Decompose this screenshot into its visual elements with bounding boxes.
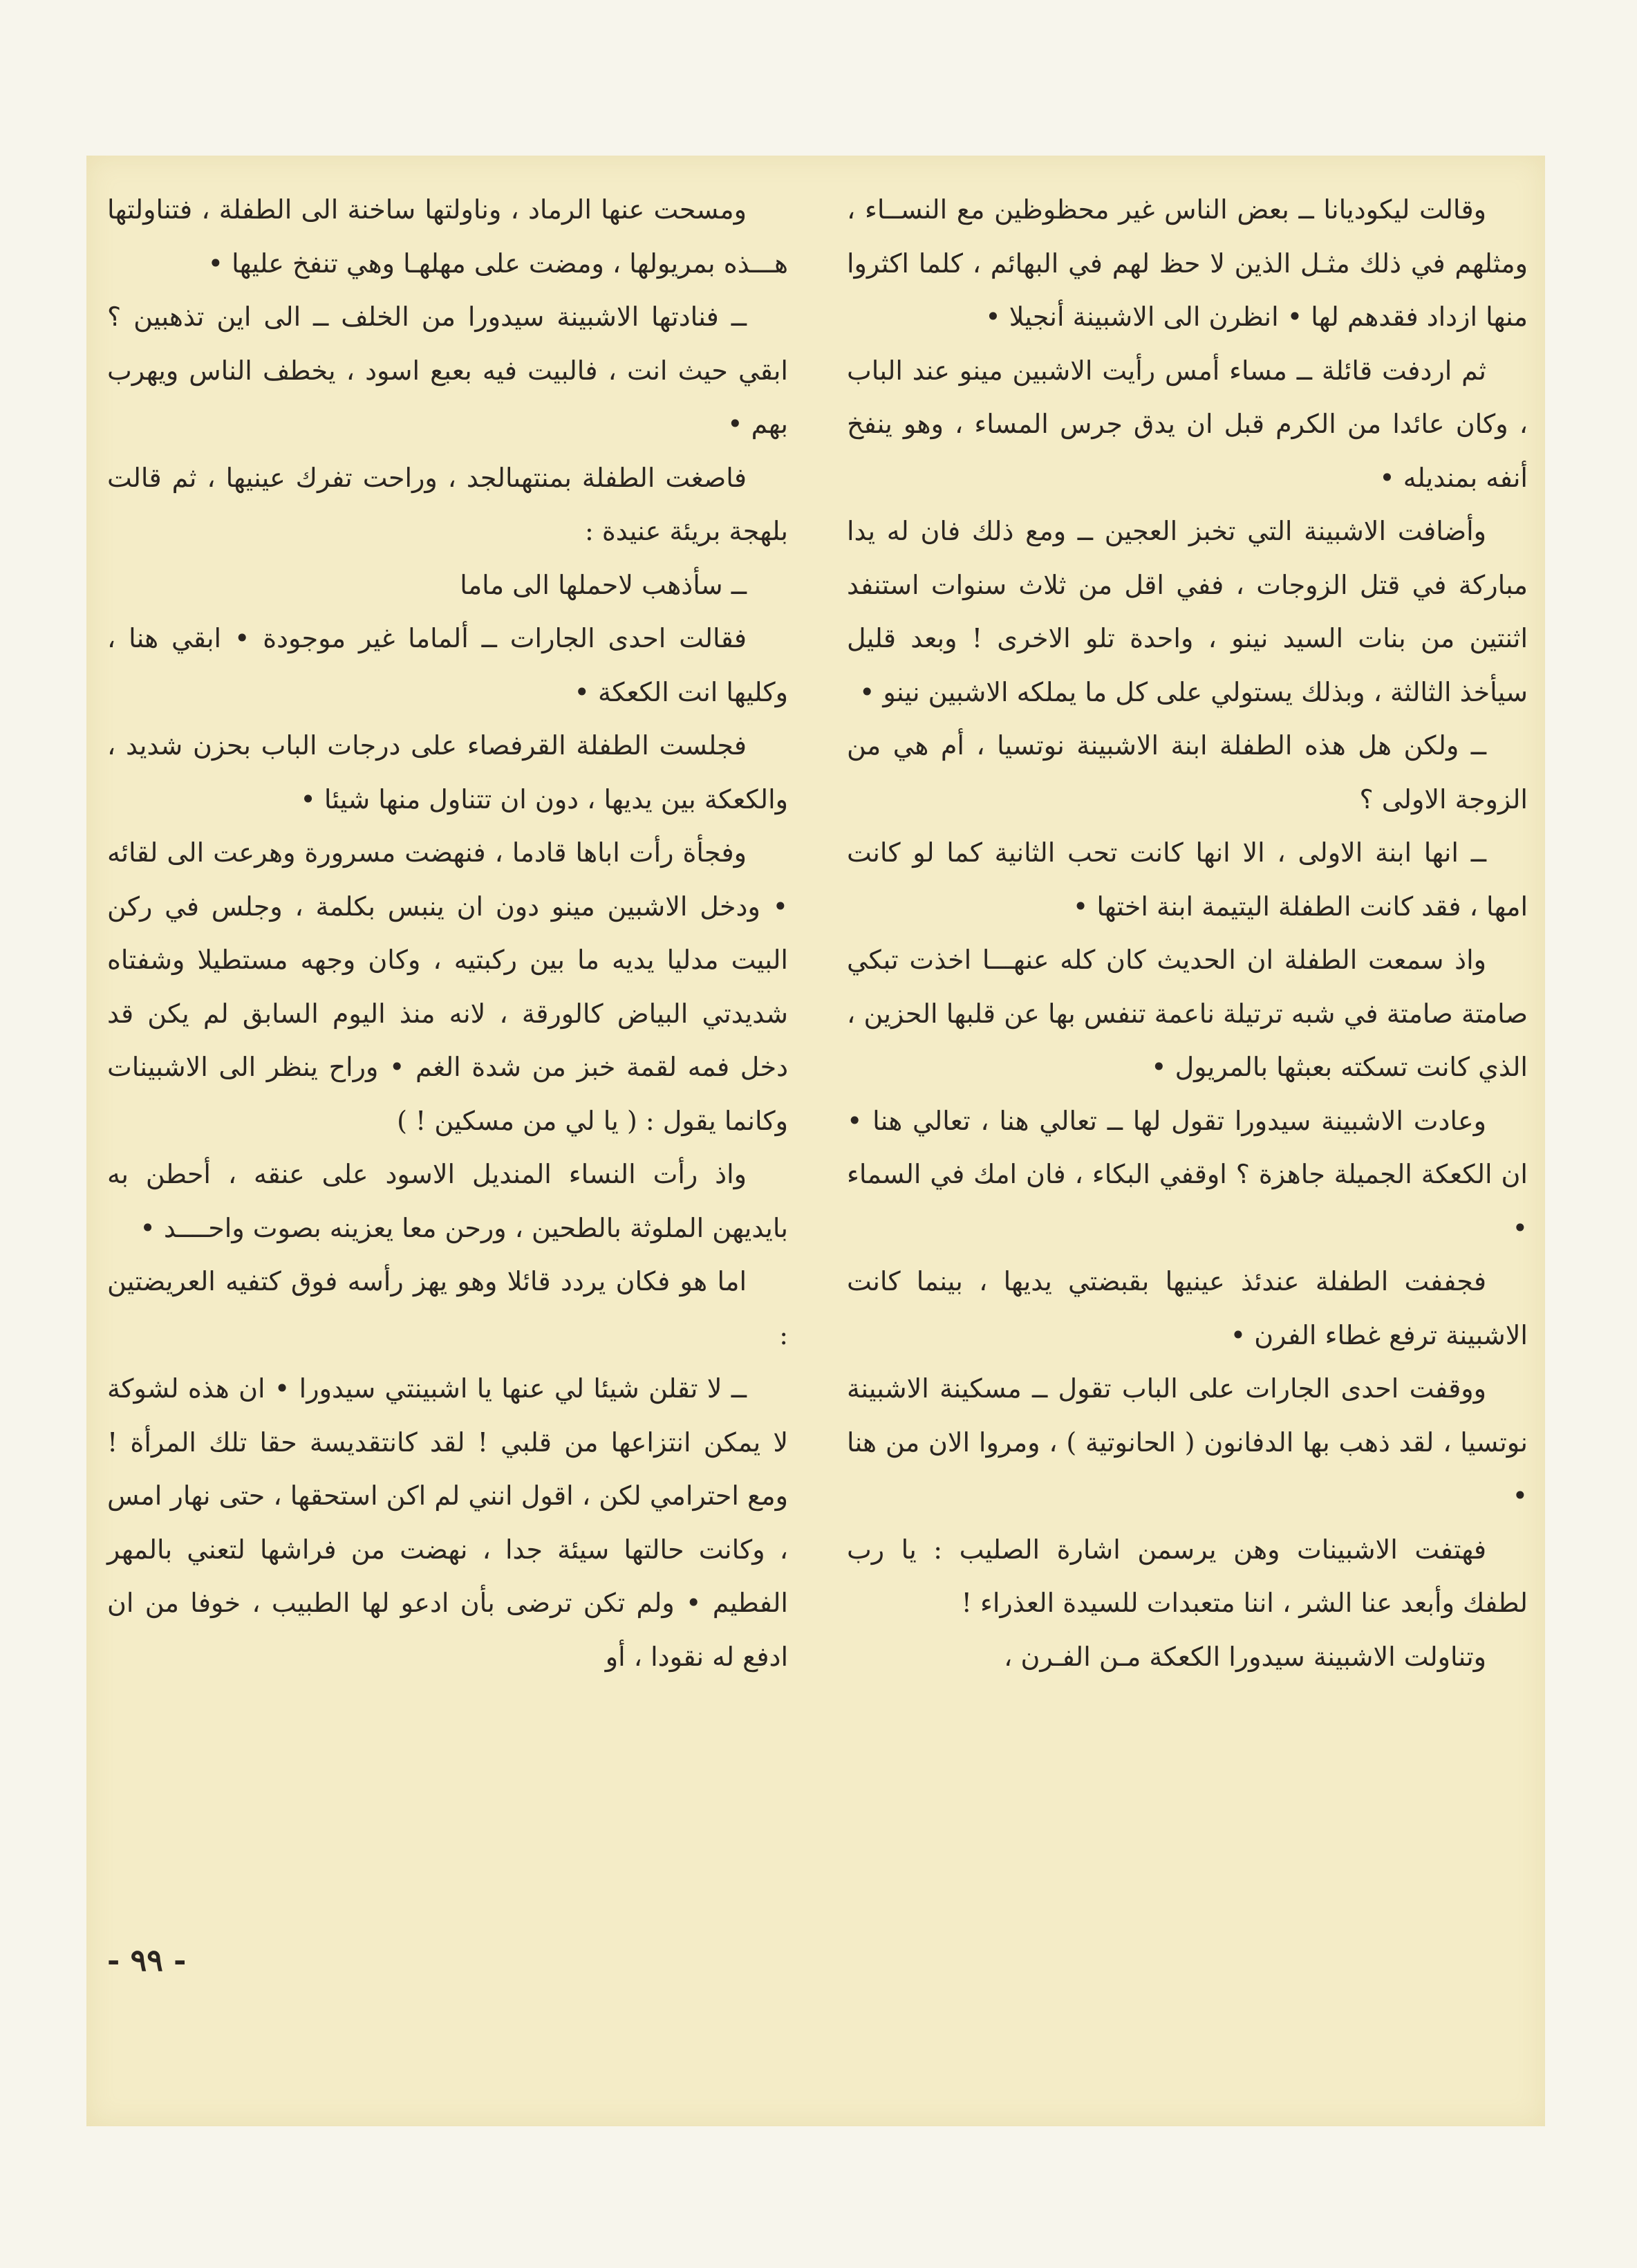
- paragraph: وعادت الاشبينة سيدورا تقول لها ــ تعالي هنا ، تعالي هنا • ان الكعكة الجميلة جاهزة ؟ اوقفي البكاء ، فان امك في السماء •: [847, 1105, 1528, 1243]
- paragraph: ومسحت عنها الرماد ، وناولتها ساخنة الى الطفلة ، فتناولتها هـــذه بمريولها ، ومضت على مهلهـا وهي تنفخ عليها •: [107, 194, 788, 279]
- paragraph: ــ ولكن هل هذه الطفلة ابنة الاشبينة نوتسيا ، أم هي من الزوجة الاولى ؟: [847, 730, 1528, 815]
- paragraph: ثم اردفت قائلة ــ مساء أمس رأيت الاشبين مينو عند الباب ، وكان عائدا من الكرم قبل ان يدق جرس المساء ، وهو ينفخ أنفه بمنديله •: [847, 355, 1528, 493]
- paragraph: وتناولت الاشبينة سيدورا الكعكة مـن الفـرن ،: [1004, 1641, 1486, 1672]
- magazine-page: [86, 156, 1545, 2126]
- paragraph: فقالت احدى الجارات ــ ألماما غير موجودة • ابقي هنا ، وكليها انت الكعكة •: [107, 623, 788, 707]
- paragraph: ــ سأذهب لاحملها الى ماما: [460, 569, 747, 600]
- paragraph: ووقفت احدى الجارات على الباب تقول ــ مسكينة الاشبينة نوتسيا ، لقد ذهب بها الدفانون ( الحانوتية ) ، ومروا الان من هنا •: [847, 1373, 1528, 1511]
- paragraph: واذ سمعت الطفلة ان الحديث كان كله عنهـــا اخذت تبكي صامتة صامتة في شبه ترتيلة ناعمة تنفس بها عن قلبها الحزين ، الذي كانت تسكته بعبثها بالمريول •: [847, 945, 1528, 1082]
- page-number: - ٩٩ -: [107, 1943, 187, 1978]
- right-column: [847, 183, 1528, 1684]
- paragraph: وقالت ليكوديانا ــ بعض الناس غير محظوظين مع النســاء ، ومثلهم في ذلك مثـل الذين لا حظ لهم في البهائم ، كلما اكثروا منها ازداد فقدهم لها • انظرن الى الاشبينة أنجيلا •: [847, 194, 1528, 332]
- paragraph: ــ انها ابنة الاولى ، الا انها كانت تحب الثانية كما لو كانت امها ، فقد كانت الطفلة اليتيمة ابنة اختها •: [847, 837, 1528, 922]
- paragraph: اما هو فكان يردد قائلا وهو يهز رأسه فوق كتفيه العريضتين :: [107, 1266, 788, 1350]
- paragraph: فهتفت الاشبينات وهن يرسمن اشارة الصليب : يا رب لطفك وأبعد عنا الشر ، اننا متعبدات للسيدة العذراء !: [847, 1534, 1528, 1618]
- paragraph: واذ رأت النساء المنديل الاسود على عنقه ، أحطن به بايديهن الملوثة بالطحين ، ورحن معا يعزينه بصوت واحــــد •: [107, 1159, 788, 1243]
- paragraph: فاصغت الطفلة بمنتهىالجد ، وراحت تفرك عينيها ، ثم قالت بلهجة بريئة عنيدة :: [107, 462, 788, 546]
- paragraph: ــ لا تقلن شيئا لي عنها يا اشبينتي سيدورا • ان هذه لشوكة لا يمكن انتزاعها من قلبي ! لقد كانتقديسة حقا تلك المرأة ! ومع احترامي لكن ، اقول انني لم اكن استحقها ، حتى نهار امس ، وكانت حالتها سيئة جدا ، نهضت من فراشها لتعني بالمهر الفطيم • ولم تكن ترضى بأن ادعو لها الطبيب ، خوفا من ان ادفع له نقودا ، أو: [107, 1373, 788, 1672]
- left-column: [107, 183, 788, 1684]
- paragraph: وفجأة رأت اباها قادما ، فنهضت مسرورة وهرعت الى لقائه • ودخل الاشبين مينو دون ان ينبس بكلمة ، وجلس في ركن البيت مدليا يديه ما بين ركبتيه ، وكان وجهه مستطيلا وشفتاه شديدتي البياض كالورقة ، لانه منذ اليوم السابق لم يكن قد دخل فمه لقمة خبز من شدة الغم • وراح ينظر الى الاشبينات وكانما يقول : ( يا لي من مسكين ! ): [107, 837, 788, 1136]
- paragraph: فجففت الطفلة عندئذ عينيها بقبضتي يديها ، بينما كانت الاشبينة ترفع غطاء الفرن •: [847, 1266, 1528, 1350]
- paragraph: وأضافت الاشبينة التي تخبز العجين ــ ومع ذلك فان له يدا مباركة في قتل الزوجات ، ففي اقل من ثلاث سنوات استنفد اثنتين من بنات السيد نينو ، واحدة تلو الاخرى ! وبعد قليل سيأخذ الثالثة ، وبذلك يستولي على كل ما يملكه الاشبين نينو •: [847, 516, 1528, 707]
- paragraph: ــ فنادتها الاشبينة سيدورا من الخلف ــ الى اين تذهبين ؟ ابقي حيث انت ، فالبيت فيه بعبع اسود ، يخطف الناس ويهرب بهم •: [107, 301, 788, 439]
- paragraph: فجلست الطفلة القرفصاء على درجات الباب بحزن شديد ، والكعكة بين يديها ، دون ان تتناول منها شيئا •: [107, 730, 788, 815]
